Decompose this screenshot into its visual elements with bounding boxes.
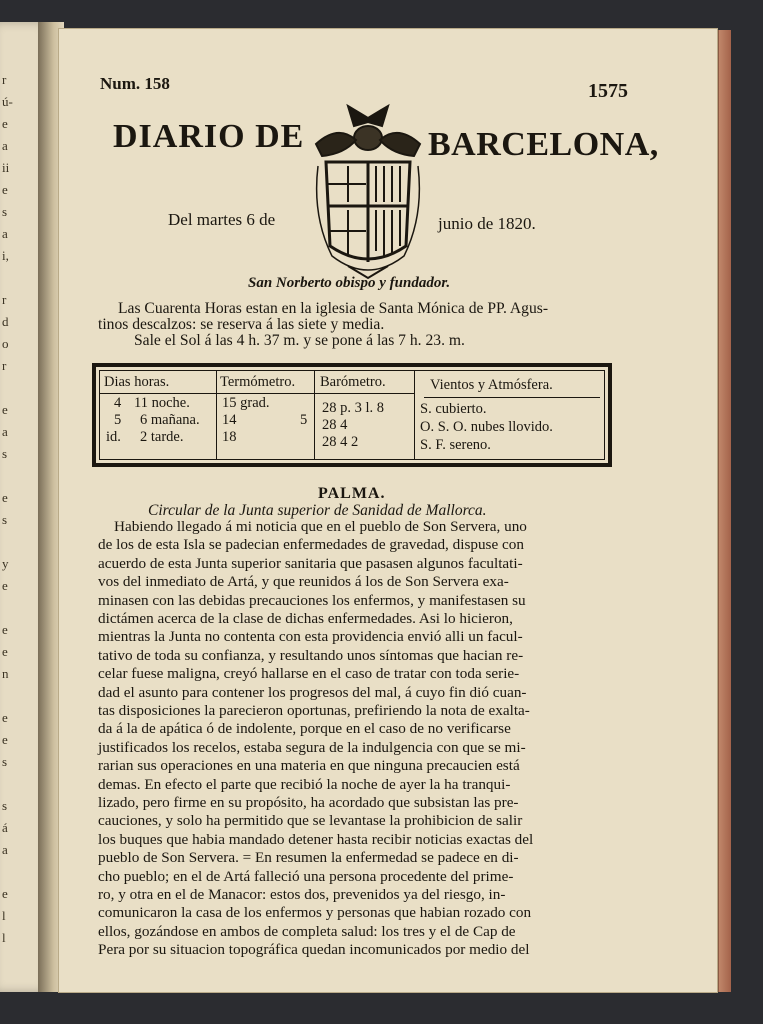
- article-line: tativo de toda su confianza, y resultando unos síntomas que hacian re-: [98, 646, 524, 664]
- left-page-char: o: [2, 336, 9, 351]
- row-hour: 2 tarde.: [140, 429, 184, 445]
- left-page-char: s: [2, 446, 8, 461]
- row-hour: 6 mañana.: [140, 412, 200, 428]
- row-wind: S. cubierto.: [420, 401, 487, 417]
- masthead-title-left: DIARIO DE: [113, 118, 305, 155]
- left-page-char: e: [2, 116, 8, 131]
- article-line: lizado, pero firme en su propósito, ha acordado que subsistan las pre-: [98, 794, 519, 811]
- left-page-char: á: [2, 820, 8, 835]
- weather-table: [92, 363, 612, 467]
- masthead-title-right: BARCELONA,: [428, 126, 659, 163]
- row-thermo: 15 grad.: [222, 395, 270, 411]
- article-line: cauciones, y solo ha permitido que se levantase la prohibicion de salir: [98, 812, 523, 830]
- row-wind: O. S. O. nubes llovido.: [420, 419, 553, 435]
- left-page-char: n: [2, 666, 9, 681]
- left-page-char: e: [2, 710, 8, 725]
- notice-line: Sale el Sol á las 4 h. 37 m. y se pone á las 7 h. 23. m.: [134, 332, 465, 349]
- header-thermometer: Termómetro.: [220, 374, 296, 390]
- article-line: acuerdo de esta Junta superior sanitaria que pasasen algunos facultati-: [98, 554, 523, 572]
- article-line: justificados los recelos, estaba segura de la indulgencia con que se mi-: [98, 738, 526, 756]
- article-line: vos del inmediato de Artá, y que reunidos á los de Son Servera exa-: [98, 573, 509, 591]
- article-subtitle: Circular de la Junta superior de Sanidad de Mallorca.: [148, 502, 487, 519]
- saint-of-the-day: San Norberto obispo y fundador.: [248, 275, 451, 291]
- row-baro: 28 4 2: [322, 434, 359, 450]
- article-line: los buques que habia mandado detener hasta recibir noticias exactas del: [98, 830, 534, 848]
- left-page-char: a: [2, 424, 8, 439]
- left-page-char: ii: [2, 160, 10, 175]
- left-page-char: ú-: [2, 94, 13, 109]
- article-line: dictámen acerca de la clase de dichas enfermedades. Asi lo hicieron,: [98, 610, 513, 627]
- article-line: demas. En efecto el parte que recibió la noche de ayer la ha tranqui-: [98, 775, 511, 793]
- left-page-char: s: [2, 204, 8, 219]
- left-page-char: e: [2, 622, 8, 637]
- left-page-char: e: [2, 402, 8, 417]
- left-page-char: l: [2, 930, 6, 945]
- article-line: de los de esta Isla se padecian enfermedades de gravedad, dispuse con: [98, 536, 524, 554]
- row-thermo: 18: [222, 429, 237, 445]
- left-page-char: r: [2, 358, 7, 373]
- article-line: ro, y otra en el de Manacor: estos dos, prevenidos ya del riesgo, in-: [98, 886, 506, 903]
- left-page-char: r: [2, 292, 7, 307]
- article-line: da á la de apática ó de indolente, porque en el caso de no verificarse: [98, 720, 511, 738]
- header-barometer: Barómetro.: [320, 374, 386, 390]
- left-page-char: a: [2, 226, 8, 241]
- article-line: dad el asunto para contener los progresos del mal, á cuyo fin dió cuan-: [98, 683, 527, 701]
- left-page-char: e: [2, 578, 8, 593]
- article-line: pueblo de Son Servera. = En resumen la enfermedad se padece en di-: [98, 849, 519, 867]
- article-line: Pera por su situacion topográfica quedan incomunicados por medio del: [98, 941, 530, 959]
- left-page-char: e: [2, 886, 8, 901]
- row-baro: 28 p. 3 l. 8: [322, 400, 385, 416]
- left-page-char: r: [2, 72, 7, 87]
- notice-line: tinos descalzos: se reserva á las siete y media.: [98, 316, 385, 333]
- header-days-hours: Dias horas.: [104, 374, 170, 390]
- header-winds: Vientos y Atmósfera.: [430, 377, 553, 393]
- row-thermo-fraction: 5: [300, 412, 308, 428]
- left-page-char: e: [2, 182, 8, 197]
- date-right: junio de 1820.: [438, 214, 536, 233]
- issue-number: Num. 158: [100, 74, 170, 93]
- article-line: ellos, gozándose en ambos de completa salud: los tres y el de Cap de: [98, 922, 516, 940]
- article-line: minasen con las debidas precauciones los enfermos, y manifestasen su: [98, 591, 526, 609]
- page-edge: [718, 30, 731, 992]
- date-left: Del martes 6 de: [168, 210, 276, 229]
- article-line: mientras la Junta no contenta con esta providencia envió alli un facul-: [98, 628, 523, 646]
- left-page-char: i,: [2, 248, 9, 263]
- left-page-char: a: [2, 842, 8, 857]
- section-heading: PALMA.: [318, 485, 386, 502]
- left-page-char: e: [2, 644, 8, 659]
- article-line: comunicaron la casa de los enfermos y personas que habian rozado con: [98, 904, 532, 922]
- newspaper-page: [58, 28, 718, 993]
- left-page-char: s: [2, 754, 8, 769]
- row-day: 4: [114, 395, 122, 411]
- row-day: 5: [114, 412, 122, 428]
- article-line: rarian sus operaciones en una materia en que ninguna precaucien está: [98, 757, 520, 775]
- row-thermo: 14: [222, 412, 237, 428]
- notice-line: Las Cuarenta Horas estan en la iglesia de Santa Mónica de PP. Agus-: [118, 300, 549, 317]
- left-page-char: y: [2, 556, 9, 571]
- row-hour: 11 noche.: [134, 395, 190, 411]
- page-number: 1575: [588, 80, 628, 102]
- article-line: tas disposiciones la parecieron oportunas, prefiriendo la nota de exalta-: [98, 702, 530, 719]
- article-line: Habiendo llegado á mi noticia que en el pueblo de Son Servera, uno: [114, 518, 527, 535]
- left-page-char: d: [2, 314, 9, 329]
- article-line: cho pueblo; en el de Artá falleció una persona procedente del prime-: [98, 867, 514, 885]
- left-page-char: s: [2, 512, 8, 527]
- row-day: id.: [106, 429, 121, 445]
- left-page-char: l: [2, 908, 6, 923]
- left-page-char: e: [2, 490, 8, 505]
- row-baro: 28 4: [322, 417, 348, 433]
- left-page-char: a: [2, 138, 8, 153]
- left-page-char: s: [2, 798, 8, 813]
- coat-of-arms-icon: [308, 96, 428, 286]
- article-line: celar fuese maligna, creyó hallarse en el caso de tratar con toda serie-: [98, 665, 520, 683]
- left-page-char: e: [2, 732, 8, 747]
- row-wind: S. F. sereno.: [420, 437, 491, 453]
